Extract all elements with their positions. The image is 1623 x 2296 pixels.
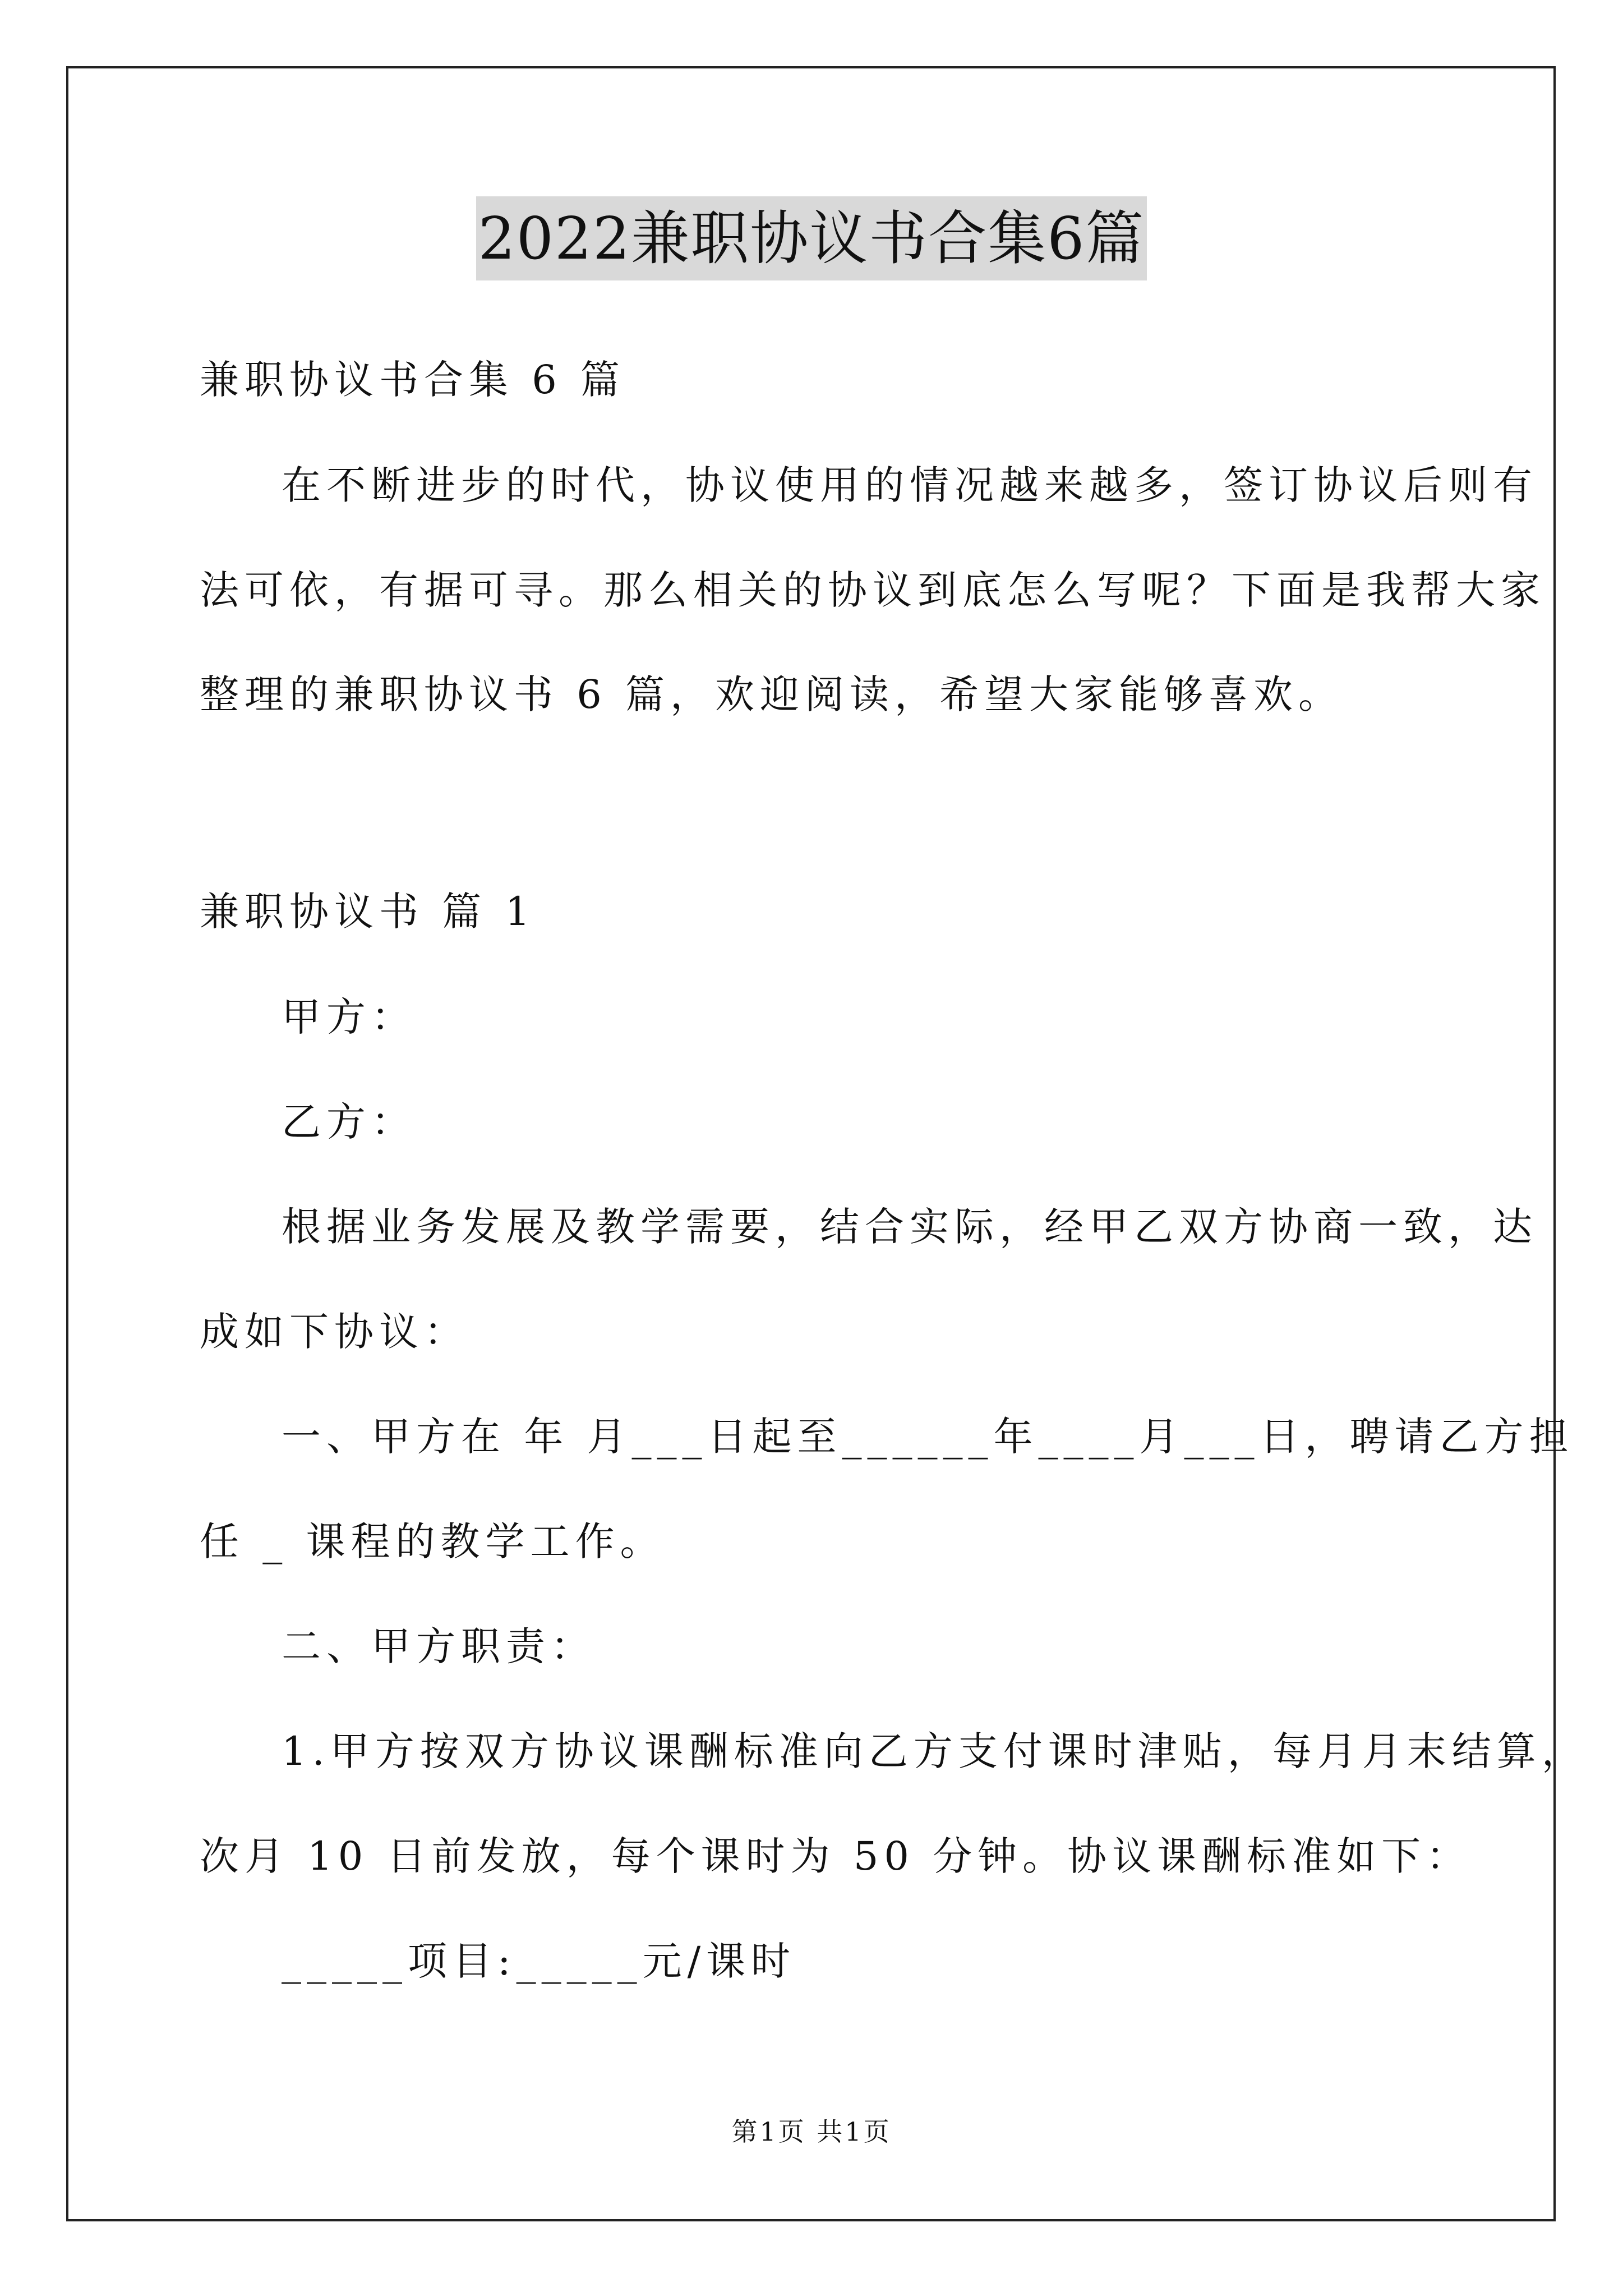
section-heading: 兼职协议书 篇 1	[200, 889, 536, 935]
body-line-2: 成如下协议：	[200, 1309, 469, 1355]
body-line-4: 任 _ 课程的教学工作。	[200, 1519, 665, 1565]
body-line-7: 次月 10 日前发放，每个课时为 50 分钟。协议课酬标准如下：	[200, 1833, 1472, 1879]
document-title: 2022兼职协议书合集6篇	[476, 196, 1147, 280]
intro-line-1: 在不断进步的时代，协议使用的情况越来越多，签订协议后则有	[282, 462, 1538, 508]
body-line-6: 1.甲方按双方协议课酬标准向乙方支付课时津贴，每月月末结算，	[282, 1728, 1587, 1774]
body-line-3: 一、甲方在 年 月___日起至______年____月___日，聘请乙方担	[282, 1414, 1574, 1460]
page-footer: 第1页 共1页	[731, 2116, 892, 2147]
intro-line-3: 整理的兼职协议书 6 篇，欢迎阅读，希望大家能够喜欢。	[200, 671, 1344, 717]
title-block	[0, 196, 1623, 280]
body-line-8: _____项目:_____元/课时	[282, 1938, 796, 1984]
body-line-5: 二、甲方职责：	[282, 1623, 596, 1669]
intro-line-2: 法可依，有据可寻。那么相关的协议到底怎么写呢？下面是我帮大家	[200, 567, 1546, 613]
party-a-label: 甲方：	[282, 994, 416, 1040]
party-b-label: 乙方：	[282, 1099, 416, 1145]
body-line-1: 根据业务发展及教学需要，结合实际，经甲乙双方协商一致，达	[282, 1204, 1538, 1250]
document-subtitle: 兼职协议书合集 6 篇	[200, 357, 626, 403]
